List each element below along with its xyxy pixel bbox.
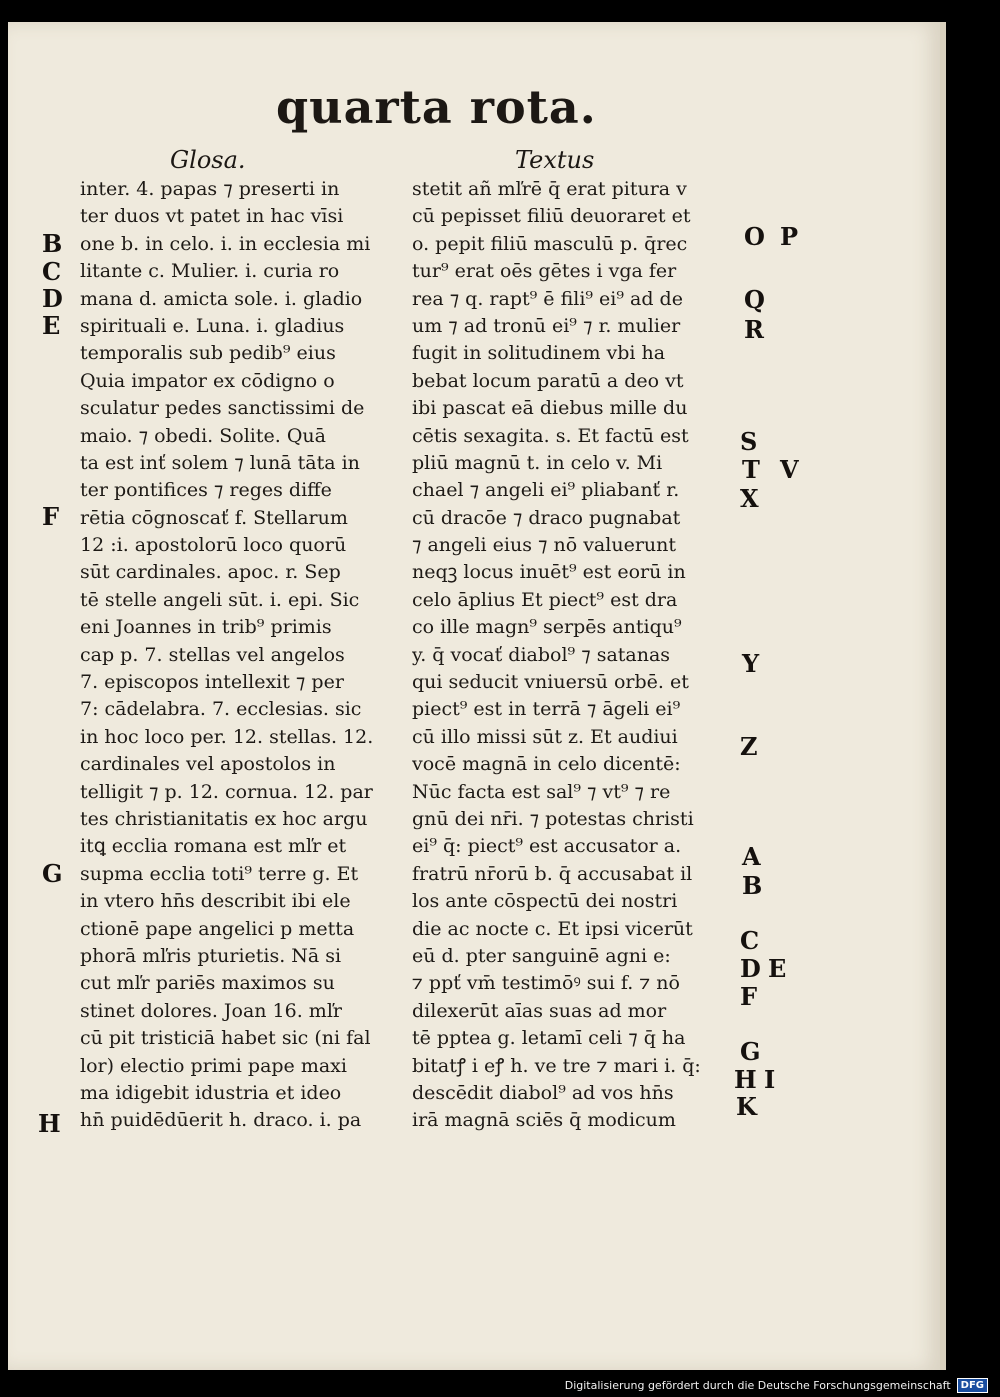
textus-line: ⁊ angeli eius ⁊ nō valuerunt xyxy=(412,534,677,557)
margin-letter-right: X xyxy=(740,484,759,513)
textus-line: o. pepit filiū masculū p. q̄rec xyxy=(412,232,688,255)
textus-line: ei⁹ q̄: piect⁹ est accusator a. xyxy=(412,835,682,858)
margin-letter-right: S xyxy=(740,427,758,456)
margin-letter-left: G xyxy=(42,859,63,888)
glosa-line: ctionē pape angelici p metta xyxy=(80,917,355,940)
textus-line: chael ⁊ angeli ei⁹ pliabanť r. xyxy=(412,479,680,502)
margin-letter-right: V xyxy=(780,455,799,484)
glosa-line: ta est inť solem ⁊ lunā tāta in xyxy=(80,451,360,474)
textus-line: rea ⁊ q. rapt⁹ ē fili⁹ ei⁹ ad de xyxy=(412,287,683,310)
glosa-line: sūt cardinales. apoc. r. Sep xyxy=(80,561,341,584)
textus-line: vocē magnā in celo dicentē: xyxy=(412,753,681,776)
textus-line: die ac nocte c. Et ipsi vicerūt xyxy=(412,917,693,940)
margin-letter-right: Y xyxy=(742,649,760,678)
margin-letter-right: Q xyxy=(744,285,765,314)
margin-letter-right: E xyxy=(768,954,787,983)
glosa-line: in hoc loco per. 12. stellas. 12. xyxy=(80,725,374,748)
glosa-heading: Glosa. xyxy=(170,146,246,174)
glosa-line: itꝗ ecclia romana est mľr et xyxy=(80,835,347,858)
textus-line: eū d. pter sanguinē agni e: xyxy=(412,944,671,967)
margin-letter-right: K xyxy=(736,1092,757,1121)
glosa-line: temporalis sub pedib⁹ eius xyxy=(80,342,336,365)
margin-letter-right: C xyxy=(740,926,760,955)
glosa-line: supma ecclia toti⁹ terre g. Et xyxy=(80,862,359,885)
margin-letter-right: O xyxy=(744,222,765,251)
glosa-line: maio. ⁊ obedi. Solite. Quā xyxy=(80,424,326,447)
textus-line: irā magnā sciēs q̄ modicum xyxy=(412,1109,676,1132)
glosa-line: spirituali e. Luna. i. gladius xyxy=(80,314,345,337)
glosa-line: cap p. 7. stellas vel angelos xyxy=(80,643,345,666)
glosa-line: 7. episcopos intellexit ⁊ per xyxy=(80,671,344,694)
textus-line: fugit in solitudinem vbi ha xyxy=(412,342,666,365)
glosa-line: cardinales vel apostolos in xyxy=(80,753,336,776)
margin-letter-right: F xyxy=(740,982,758,1011)
margin-letter-left: B xyxy=(42,229,63,258)
glosa-line: sculatur pedes sanctissimi de xyxy=(80,397,365,420)
page-title: quarta rota. xyxy=(276,80,597,134)
glosa-line: ter pontifices ⁊ reges diffe xyxy=(80,479,332,502)
textus-line: co ille magn⁹ serpēs antiqu⁹ xyxy=(412,616,682,639)
textus-line: ⁊ ppť vm̄ testimōꝰ sui f. ⁊ nō xyxy=(412,972,680,995)
margin-letter-left: E xyxy=(42,311,61,340)
dfg-logo: DFG xyxy=(957,1378,988,1393)
margin-letter-left: H xyxy=(38,1109,61,1138)
glosa-line: 12 :i. apostolorū loco quorū xyxy=(80,534,347,557)
textus-line: tur⁹ erat oēs gētes i vga fer xyxy=(412,260,677,283)
glosa-line: litante c. Mulier. i. curia ro xyxy=(80,260,340,283)
credit-text: Digitalisierung gefördert durch die Deutsche Forschungsgemeinschaft xyxy=(564,1378,951,1392)
textus-line: um ⁊ ad tronū ei⁹ ⁊ r. mulier xyxy=(412,314,681,337)
margin-letter-right: P xyxy=(780,222,799,251)
textus-line: fratrū nr̄orū b. q̄ accusabat il xyxy=(412,862,693,885)
textus-line: cū pepisset filiū deuoraret et xyxy=(412,205,691,228)
textus-line: cū illo missi sūt z. Et audiui xyxy=(412,725,678,748)
margin-letter-right: T xyxy=(742,455,760,484)
glosa-line: tes christianitatis ex hoc argu xyxy=(80,807,368,830)
textus-line: tē pptea g. letamī celi ⁊ q̄ ha xyxy=(412,1027,686,1050)
margin-letter-right: I xyxy=(764,1065,776,1094)
margin-letter-right: H xyxy=(734,1065,757,1094)
glosa-line: inter. 4. papas ⁊ preserti in xyxy=(80,178,340,200)
textus-line: cū dracōe ⁊ draco pugnabat xyxy=(412,506,681,529)
glosa-line: hn̄ puidēdūerit h. draco. i. pa xyxy=(80,1109,362,1132)
glosa-line: cū pit tristiciā habet sic (ni fal xyxy=(80,1027,371,1050)
textus-line: Nūc facta est sal⁹ ⁊ vt⁹ ⁊ re xyxy=(412,780,671,803)
textus-line: neqꝫ locus inuēt⁹ est eorū in xyxy=(412,561,686,584)
margin-letter-right: A xyxy=(742,842,761,871)
glosa-line: one b. in celo. i. in ecclesia mi xyxy=(80,232,371,255)
textus-line: descēdit diabol⁹ ad vos hn̄s xyxy=(412,1081,674,1104)
glosa-line: eni Joannes in trib⁹ primis xyxy=(80,616,332,639)
glosa-line: Quia impator ex cōdigno o xyxy=(80,369,335,392)
glosa-line: ma idigebit idustria et ideo xyxy=(80,1081,342,1104)
textus-line: bebat locum paratū a deo vt xyxy=(412,369,684,392)
glosa-line: telligit ⁊ p. 12. cornua. 12. par xyxy=(80,780,373,803)
margin-letter-left: F xyxy=(42,502,60,531)
glosa-line: phorā mľris pturietis. Nā si xyxy=(80,944,342,967)
textus-line: celo āplius Et piect⁹ est dra xyxy=(412,588,678,611)
glosa-line: stinet dolores. Joan 16. mľr xyxy=(80,999,342,1022)
textus-heading: Textus xyxy=(515,146,595,174)
footer-credit xyxy=(565,1375,988,1395)
margin-letter-right: R xyxy=(744,315,764,344)
glosa-line: tē stelle angeli sūt. i. epi. Sic xyxy=(80,588,360,611)
margin-letter-left: C xyxy=(42,257,62,286)
textus-line: los ante cōspectū dei nostri xyxy=(412,890,678,913)
textus-line: y. q̄ vocať diabol⁹ ⁊ satanas xyxy=(412,643,671,666)
glosa-line: in vtero hn̄s describit ibi ele xyxy=(80,890,351,913)
textus-line: cētis sexagita. s. Et factū est xyxy=(412,424,689,447)
textus-line: gnū dei nr̄i. ⁊ potestas christi xyxy=(412,807,694,830)
margin-letter-right: B xyxy=(742,871,763,900)
glosa-line: lor) electio primi pape maxi xyxy=(80,1054,347,1077)
margin-letter-left: D xyxy=(42,284,63,313)
glosa-line: mana d. amicta sole. i. gladio xyxy=(80,287,363,310)
textus-line: bitatꝭ i eꝭ h. ve tre ⁊ mari i. q̄: xyxy=(412,1054,701,1077)
glosa-column xyxy=(80,176,373,1135)
glosa-line: rētia cōgnoscať f. Stellarum xyxy=(80,506,348,529)
glosa-line: ter duos vt patet in hac vīsi xyxy=(80,205,344,228)
textus-column xyxy=(412,176,701,1135)
textus-line: stetit añ mľrē q̄ erat pitura v xyxy=(412,178,687,200)
margin-letter-right: Z xyxy=(740,732,758,761)
textus-line: piect⁹ est in terrā ⁊ āgeli ei⁹ xyxy=(412,698,681,721)
glosa-line: 7: cādelabra. 7. ecclesias. sic xyxy=(80,698,362,721)
textus-line: ibi pascat eā diebus mille du xyxy=(412,397,688,420)
textus-line: pliū magnū t. in celo v. Mi xyxy=(412,451,663,474)
textus-line: qui seducit vniuersū orbē. et xyxy=(412,671,689,694)
textus-line: dilexerūt aīas suas ad mor xyxy=(412,999,667,1022)
glosa-line: cut mľr pariēs maximos su xyxy=(80,972,335,995)
margin-letter-right: G xyxy=(740,1037,761,1066)
margin-letter-right: D xyxy=(740,954,761,983)
